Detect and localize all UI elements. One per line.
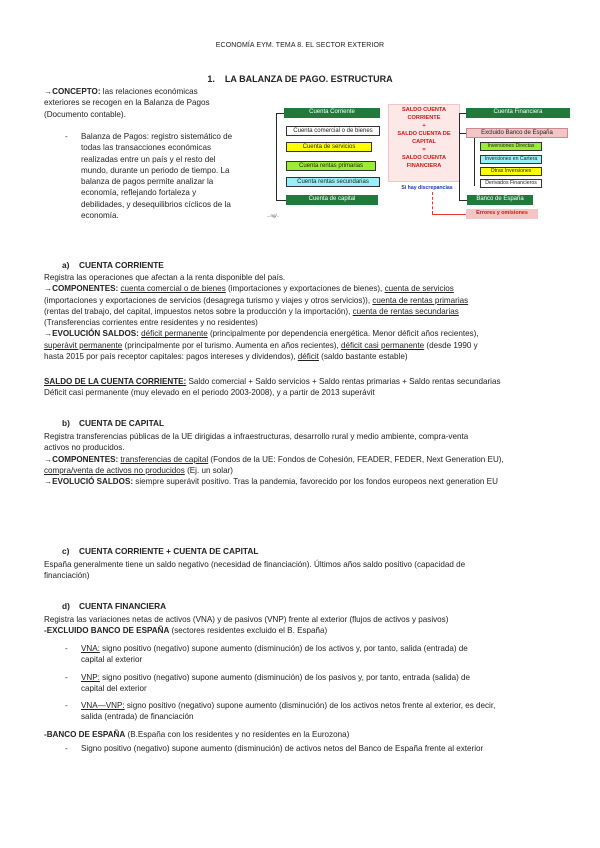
excluido-banco-box: Excluido Banco de España: [466, 128, 568, 138]
bullet-dash: -: [65, 132, 68, 141]
definition-line: economía.: [81, 211, 119, 221]
componentes-label: →COMPONENTES:: [44, 454, 119, 464]
bullet-dash: -: [65, 644, 68, 653]
errores-dashed-line: [432, 192, 433, 214]
equation-line: =: [422, 147, 426, 153]
componentes-label: →COMPONENTES:: [44, 284, 119, 294]
paragraph-text: (sectores residentes excluido el B. España): [169, 626, 328, 636]
section-d-body: [44, 614, 574, 637]
paragraph-line: Signo positivo (negativo) supone aumento (disminución) de activos netos del Banco de España frente al exterior: [81, 744, 484, 753]
connector-line: [474, 138, 475, 186]
section-b-heading: [62, 418, 164, 429]
cuenta-financiera-header: Cuenta Financiera: [466, 108, 570, 118]
saldo-cuenta-corriente: [44, 376, 574, 399]
definition-line: economía, reflejando fortaleza y: [81, 188, 197, 198]
vna-vnp-item: [81, 700, 581, 723]
paragraph-line: financiación): [44, 571, 90, 581]
bullet-dash: -: [65, 673, 68, 682]
paragraph-text: (B.España con los residentes y no residentes en la Eurozona): [125, 730, 350, 739]
small-note: →ng/..: [266, 213, 280, 218]
section-c-body: [44, 559, 574, 582]
section-b-body: [44, 431, 574, 487]
paragraph-text: (importaciones y exportaciones de servicios (desagrega turismo y viajes y otros servicios)),: [44, 295, 373, 305]
section-heading-text: CUENTA FINANCIERA: [79, 601, 167, 611]
paragraph-text: (Ej. un solar): [184, 465, 233, 475]
paragraph-text: signo positivo (negativo) supone aumento (disminución) de los pasivos y, por tanto, entrada (salida) de: [99, 673, 471, 682]
underlined-term: déficit casi permanente: [340, 340, 425, 350]
cuenta-rentas-primarias-box: Cuenta rentas primarias: [286, 161, 376, 171]
paragraph-text: (Fondos de la UE: Fondos de Cohesión, FEADER, FEDER, Next Generation EU),: [208, 454, 504, 464]
paragraph-line: Registra transferencias públicas de la UE dirigidas a infraestructuras, desarrollo rural y medio ambiente, compra-venta: [44, 432, 469, 441]
underlined-term: compra/venta de activos no producidos: [44, 465, 185, 475]
inversiones-directas-box: Inversiones Directas: [480, 142, 542, 151]
errores-arrow-line: [432, 214, 466, 215]
equation-line: SALDO CUENTA: [401, 107, 447, 113]
equation-line: +: [422, 123, 426, 129]
saldo-label: SALDO DE LA CUENTA CORRIENTE:: [44, 377, 187, 386]
section-c-heading: [62, 546, 258, 557]
paragraph-text: signo positivo (negativo) supone aumento (disminución) de los activos netos frente al exterior, es decir,: [124, 701, 496, 710]
bullet-dash: -: [65, 744, 68, 753]
underlined-term: cuenta de rentas secundarias: [352, 306, 459, 316]
underlined-term: cuenta de servicios: [384, 284, 454, 294]
connector-line: [459, 200, 467, 201]
equation-line: CORRIENTE: [407, 115, 441, 121]
errores-omisiones-box: Errores y omisiones: [466, 209, 538, 219]
definition-line: balanza de pagos permite analizar la: [81, 177, 214, 187]
section-letter: a): [62, 260, 70, 270]
underlined-term: déficit: [297, 352, 319, 362]
paragraph-line: Registra las variaciones netas de activos (VNA) y de pasivos (VNP) frente al exterior (flujos de activos y pasivos): [44, 615, 449, 624]
equation-line: FINANCIERA: [406, 163, 442, 169]
concepto-line: (Documento contable).: [44, 109, 126, 119]
banco-espana-header: Banco de España: [467, 195, 533, 205]
section-letter: b): [62, 418, 70, 428]
section-title: [0, 74, 600, 85]
definition-line: Balanza de Pagos: registro sistemático de: [81, 132, 233, 141]
section-number: 1.: [207, 74, 215, 84]
cuenta-servicios-box: Cuenta de servicios: [286, 142, 372, 152]
connector-line: [276, 200, 286, 201]
concepto-label: →CONCEPTO:: [44, 87, 101, 96]
underlined-term: déficit permanente: [141, 329, 208, 339]
underlined-term: cuenta comercial o de bienes: [120, 284, 226, 294]
excluido-label: -EXCLUIDO BANCO DE ESPAÑA: [44, 626, 170, 636]
inversiones-cartera-box: Inversiones en Cartera: [480, 155, 542, 164]
section-a-heading: [62, 260, 164, 271]
paragraph-text: (saldo bastante estable): [318, 352, 408, 362]
underlined-term: VNA:: [81, 644, 100, 653]
discrepancias-label: Si hay discrepancias: [401, 185, 453, 191]
paragraph-line: Registra las operaciones que afectan a la renta disponible del país.: [44, 273, 286, 282]
definition-line: debilidades, y desequilibrios cíclicos de la: [81, 199, 231, 209]
saldo-equation-box: [388, 104, 460, 182]
paragraph-text: siempre superávit positivo. Tras la pandemia, favorecido por los fondos europeos next generation EU: [133, 477, 498, 487]
paragraph-line: capital del exterior: [81, 684, 147, 694]
definition-line: todas las transacciones económicas: [81, 143, 212, 153]
banco-espana-line: [44, 729, 574, 740]
section-letter: d): [62, 601, 70, 611]
paragraph-text: Saldo comercial + Saldo servicios + Saldo rentas primarias + Saldo rentas secundarias: [186, 377, 501, 386]
banco-item: [81, 743, 581, 754]
underlined-term: VNP:: [81, 673, 100, 682]
derivados-financieros-box: Derivados Financieros: [480, 179, 542, 188]
evolucion-label: →EVOLUCIÓ SALDOS:: [44, 477, 134, 487]
paragraph-text: (principalmente por el turismo. Aumenta en años recientes),: [122, 340, 341, 350]
connector-line: [459, 133, 466, 134]
section-d-heading: [62, 601, 166, 612]
paragraph-text: (importaciones y exportaciones de bienes),: [225, 284, 385, 294]
paragraph-line: España generalmente tiene un saldo negativo (necesidad de financiación). Últimos años saldo positivo (capacidad de: [44, 560, 466, 569]
paragraph-line: Déficit casi permanente (muy elevado en el periodo 2003-2008), y a partir de 2013 superávit: [44, 388, 375, 398]
paragraph-line: capital al exterior: [81, 655, 143, 665]
cuenta-rentas-secundarias-box: Cuenta rentas secundarias: [286, 177, 380, 187]
connector-line: [459, 113, 460, 201]
equation-line: SALDO CUENTA: [401, 155, 447, 161]
underlined-term: superávit permanente: [44, 340, 123, 350]
paragraph-text: (rentas del trabajo, del capital, impuestos netos sobre la producción y la importación),: [44, 306, 353, 316]
vnp-item: [81, 672, 581, 695]
equation-line: CAPITAL: [412, 139, 436, 145]
section-heading-text: CUENTA CORRIENTE + CUENTA DE CAPITAL: [79, 546, 259, 556]
section-letter: c): [62, 546, 70, 556]
otras-inversiones-box: Otras Inversiones: [480, 167, 542, 176]
paragraph-text: signo positivo (negativo) supone aumento (disminución) de los activos y, por tanto, salida (entrada) de: [99, 644, 468, 653]
paragraph-line: salida (entrada) de financiación: [81, 712, 194, 722]
concepto-block: [44, 86, 264, 120]
underlined-term: transferencias de capital: [120, 454, 209, 464]
underlined-term: VNA—VNP:: [81, 701, 125, 710]
evolucion-label: →EVOLUCIÓN SALDOS:: [44, 329, 139, 339]
cuenta-capital-header: Cuenta de capital: [286, 195, 378, 205]
concepto-line: exteriores se recogen en la Balanza de Pagos: [44, 98, 210, 108]
balanza-diagram: [262, 104, 572, 232]
section-heading-text: CUENTA DE CAPITAL: [79, 418, 165, 428]
paragraph-text: hasta 2015 por país receptor capitales: pagos intereses y dividendos),: [44, 352, 298, 362]
vna-item: [81, 643, 581, 666]
document-header: ECONOMÍA EYM. TEMA 8. EL SECTOR EXTERIOR: [215, 42, 385, 49]
underlined-term: cuenta de rentas primarias: [372, 295, 469, 305]
balanza-definition: [81, 131, 261, 221]
banco-label: -BANCO DE ESPAÑA: [44, 730, 126, 739]
paragraph-line: (Transferencias corrientes entre residentes y no residentes): [44, 318, 258, 328]
concepto-line: las relaciones económicas: [100, 87, 198, 96]
section-title-text: LA BALANZA DE PAGO. ESTRUCTURA: [224, 74, 393, 84]
paragraph-text: (desde 1990 y: [424, 340, 478, 350]
connector-line: [276, 113, 277, 201]
cuenta-corriente-header: Cuenta Corriente: [284, 108, 380, 118]
definition-line: realizadas entre un país y el resto del: [81, 154, 216, 164]
bullet-dash: -: [65, 701, 68, 710]
equation-line: SALDO CUENTA DE: [397, 131, 451, 137]
cuenta-comercial-box: Cuenta comercial o de bienes: [286, 126, 380, 136]
section-heading-text: CUENTA CORRIENTE: [79, 260, 164, 270]
connector-line: [276, 113, 284, 114]
section-a-body: [44, 272, 564, 362]
paragraph-text: (principalmente por dependencia energética. Menor déficit años recientes),: [207, 329, 479, 339]
paragraph-line: activos no producidos.: [44, 443, 125, 453]
connector-line: [459, 113, 466, 114]
definition-line: mundo, durante un periodo de tiempo. La: [81, 165, 230, 175]
